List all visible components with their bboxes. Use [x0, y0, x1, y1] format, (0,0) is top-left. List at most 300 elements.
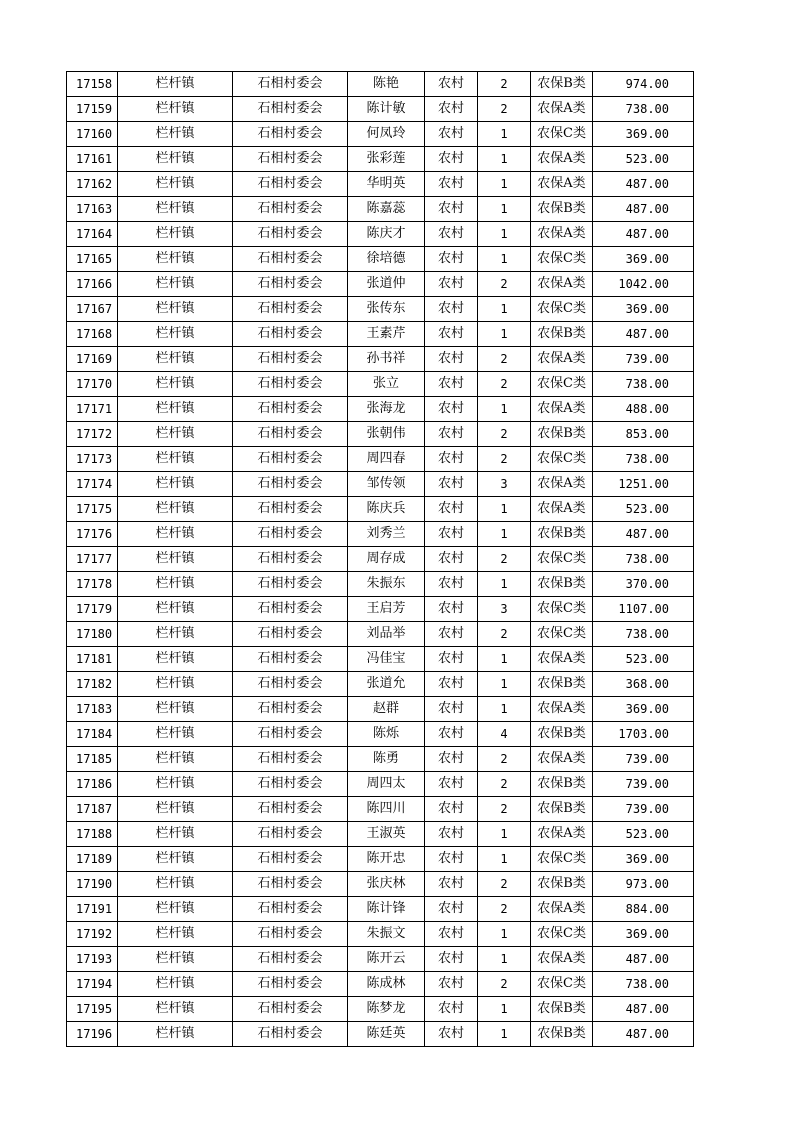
record-id-cell: 17191	[67, 897, 118, 922]
member-count-cell: 2	[478, 447, 531, 472]
town-cell: 栏杆镇	[118, 772, 233, 797]
member-count-cell: 2	[478, 422, 531, 447]
person-name-cell: 周四春	[348, 447, 425, 472]
member-count-cell: 2	[478, 72, 531, 97]
committee-cell: 石相村委会	[233, 947, 348, 972]
insurance-type-cell: 农保A类	[531, 647, 593, 672]
amount-cell: 488.00	[593, 397, 694, 422]
town-cell: 栏杆镇	[118, 547, 233, 572]
area-type-cell: 农村	[425, 797, 478, 822]
person-name-cell: 张海龙	[348, 397, 425, 422]
member-count-cell: 2	[478, 772, 531, 797]
table-row	[67, 972, 694, 997]
record-id-cell: 17163	[67, 197, 118, 222]
table-row	[67, 147, 694, 172]
area-type-cell: 农村	[425, 197, 478, 222]
committee-cell: 石相村委会	[233, 622, 348, 647]
area-type-cell: 农村	[425, 572, 478, 597]
committee-cell: 石相村委会	[233, 847, 348, 872]
member-count-cell: 1	[478, 147, 531, 172]
town-cell: 栏杆镇	[118, 222, 233, 247]
committee-cell: 石相村委会	[233, 397, 348, 422]
record-id-cell: 17178	[67, 572, 118, 597]
record-id-cell: 17186	[67, 772, 118, 797]
table-body	[67, 72, 694, 1047]
table-row	[67, 72, 694, 97]
committee-cell: 石相村委会	[233, 997, 348, 1022]
insurance-type-cell: 农保A类	[531, 947, 593, 972]
insurance-type-cell: 农保A类	[531, 222, 593, 247]
town-cell: 栏杆镇	[118, 497, 233, 522]
insurance-type-cell: 农保C类	[531, 247, 593, 272]
insurance-type-cell: 农保B类	[531, 197, 593, 222]
insurance-type-cell: 农保C类	[531, 372, 593, 397]
person-name-cell: 陈开忠	[348, 847, 425, 872]
area-type-cell: 农村	[425, 247, 478, 272]
amount-cell: 523.00	[593, 822, 694, 847]
town-cell: 栏杆镇	[118, 197, 233, 222]
amount-cell: 487.00	[593, 522, 694, 547]
area-type-cell: 农村	[425, 122, 478, 147]
insurance-type-cell: 农保C类	[531, 622, 593, 647]
member-count-cell: 1	[478, 322, 531, 347]
area-type-cell: 农村	[425, 522, 478, 547]
member-count-cell: 4	[478, 722, 531, 747]
town-cell: 栏杆镇	[118, 672, 233, 697]
town-cell: 栏杆镇	[118, 997, 233, 1022]
person-name-cell: 王淑英	[348, 822, 425, 847]
town-cell: 栏杆镇	[118, 697, 233, 722]
amount-cell: 523.00	[593, 497, 694, 522]
insurance-type-cell: 农保A类	[531, 697, 593, 722]
record-id-cell: 17187	[67, 797, 118, 822]
record-id-cell: 17179	[67, 597, 118, 622]
person-name-cell: 孙书祥	[348, 347, 425, 372]
area-type-cell: 农村	[425, 222, 478, 247]
member-count-cell: 1	[478, 172, 531, 197]
area-type-cell: 农村	[425, 647, 478, 672]
amount-cell: 853.00	[593, 422, 694, 447]
member-count-cell: 1	[478, 697, 531, 722]
town-cell: 栏杆镇	[118, 722, 233, 747]
committee-cell: 石相村委会	[233, 572, 348, 597]
amount-cell: 369.00	[593, 697, 694, 722]
amount-cell: 369.00	[593, 247, 694, 272]
amount-cell: 738.00	[593, 972, 694, 997]
town-cell: 栏杆镇	[118, 172, 233, 197]
member-count-cell: 1	[478, 122, 531, 147]
insurance-type-cell: 农保C类	[531, 547, 593, 572]
area-type-cell: 农村	[425, 972, 478, 997]
town-cell: 栏杆镇	[118, 122, 233, 147]
record-id-cell: 17174	[67, 472, 118, 497]
insurance-type-cell: 农保A类	[531, 397, 593, 422]
person-name-cell: 张道仲	[348, 272, 425, 297]
area-type-cell: 农村	[425, 872, 478, 897]
area-type-cell: 农村	[425, 97, 478, 122]
insurance-type-cell: 农保B类	[531, 672, 593, 697]
person-name-cell: 何凤玲	[348, 122, 425, 147]
amount-cell: 1042.00	[593, 272, 694, 297]
insurance-type-cell: 农保A类	[531, 147, 593, 172]
table-row	[67, 622, 694, 647]
person-name-cell: 陈计敏	[348, 97, 425, 122]
amount-cell: 369.00	[593, 122, 694, 147]
town-cell: 栏杆镇	[118, 422, 233, 447]
amount-cell: 369.00	[593, 847, 694, 872]
person-name-cell: 刘秀兰	[348, 522, 425, 547]
record-id-cell: 17168	[67, 322, 118, 347]
amount-cell: 487.00	[593, 1022, 694, 1047]
table-row	[67, 322, 694, 347]
area-type-cell: 农村	[425, 322, 478, 347]
person-name-cell: 陈四川	[348, 797, 425, 822]
record-id-cell: 17175	[67, 497, 118, 522]
town-cell: 栏杆镇	[118, 797, 233, 822]
insurance-type-cell: 农保B类	[531, 572, 593, 597]
table-row	[67, 847, 694, 872]
table-row	[67, 647, 694, 672]
town-cell: 栏杆镇	[118, 247, 233, 272]
person-name-cell: 陈嘉蕊	[348, 197, 425, 222]
committee-cell: 石相村委会	[233, 697, 348, 722]
town-cell: 栏杆镇	[118, 1022, 233, 1047]
insurance-type-cell: 农保C类	[531, 447, 593, 472]
town-cell: 栏杆镇	[118, 447, 233, 472]
area-type-cell: 农村	[425, 922, 478, 947]
person-name-cell: 华明英	[348, 172, 425, 197]
amount-cell: 487.00	[593, 197, 694, 222]
amount-cell: 738.00	[593, 372, 694, 397]
table-row	[67, 122, 694, 147]
record-id-cell: 17194	[67, 972, 118, 997]
record-id-cell: 17190	[67, 872, 118, 897]
town-cell: 栏杆镇	[118, 597, 233, 622]
town-cell: 栏杆镇	[118, 147, 233, 172]
member-count-cell: 2	[478, 872, 531, 897]
member-count-cell: 2	[478, 897, 531, 922]
amount-cell: 738.00	[593, 447, 694, 472]
person-name-cell: 张朝伟	[348, 422, 425, 447]
committee-cell: 石相村委会	[233, 297, 348, 322]
table-row	[67, 197, 694, 222]
table-row	[67, 172, 694, 197]
insurance-type-cell: 农保C类	[531, 972, 593, 997]
record-id-cell: 17193	[67, 947, 118, 972]
insurance-type-cell: 农保C类	[531, 122, 593, 147]
committee-cell: 石相村委会	[233, 497, 348, 522]
record-id-cell: 17176	[67, 522, 118, 547]
committee-cell: 石相村委会	[233, 522, 348, 547]
town-cell: 栏杆镇	[118, 372, 233, 397]
person-name-cell: 朱振东	[348, 572, 425, 597]
insurance-type-cell: 农保A类	[531, 472, 593, 497]
insurance-type-cell: 农保B类	[531, 422, 593, 447]
record-id-cell: 17167	[67, 297, 118, 322]
area-type-cell: 农村	[425, 622, 478, 647]
member-count-cell: 1	[478, 497, 531, 522]
table-row	[67, 372, 694, 397]
amount-cell: 739.00	[593, 747, 694, 772]
amount-cell: 973.00	[593, 872, 694, 897]
table-row	[67, 347, 694, 372]
person-name-cell: 陈烁	[348, 722, 425, 747]
committee-cell: 石相村委会	[233, 322, 348, 347]
insurance-type-cell: 农保B类	[531, 322, 593, 347]
member-count-cell: 1	[478, 947, 531, 972]
person-name-cell: 周四太	[348, 772, 425, 797]
table-row	[67, 897, 694, 922]
amount-cell: 1251.00	[593, 472, 694, 497]
member-count-cell: 3	[478, 472, 531, 497]
committee-cell: 石相村委会	[233, 222, 348, 247]
person-name-cell: 陈庆兵	[348, 497, 425, 522]
area-type-cell: 农村	[425, 1022, 478, 1047]
table-row	[67, 397, 694, 422]
member-count-cell: 2	[478, 972, 531, 997]
member-count-cell: 1	[478, 222, 531, 247]
amount-cell: 1107.00	[593, 597, 694, 622]
area-type-cell: 农村	[425, 422, 478, 447]
table-row	[67, 97, 694, 122]
record-id-cell: 17172	[67, 422, 118, 447]
area-type-cell: 农村	[425, 72, 478, 97]
committee-cell: 石相村委会	[233, 647, 348, 672]
committee-cell: 石相村委会	[233, 972, 348, 997]
table-row	[67, 797, 694, 822]
committee-cell: 石相村委会	[233, 447, 348, 472]
table-row	[67, 822, 694, 847]
record-id-cell: 17188	[67, 822, 118, 847]
member-count-cell: 2	[478, 272, 531, 297]
person-name-cell: 陈计锋	[348, 897, 425, 922]
person-name-cell: 王素芹	[348, 322, 425, 347]
table-row	[67, 572, 694, 597]
table-row	[67, 947, 694, 972]
committee-cell: 石相村委会	[233, 72, 348, 97]
town-cell: 栏杆镇	[118, 297, 233, 322]
table-row	[67, 997, 694, 1022]
table-row	[67, 472, 694, 497]
town-cell: 栏杆镇	[118, 72, 233, 97]
person-name-cell: 陈廷英	[348, 1022, 425, 1047]
area-type-cell: 农村	[425, 547, 478, 572]
table-row	[67, 522, 694, 547]
member-count-cell: 1	[478, 822, 531, 847]
committee-cell: 石相村委会	[233, 772, 348, 797]
member-count-cell: 1	[478, 397, 531, 422]
insurance-type-cell: 农保B类	[531, 72, 593, 97]
member-count-cell: 1	[478, 647, 531, 672]
amount-cell: 974.00	[593, 72, 694, 97]
town-cell: 栏杆镇	[118, 272, 233, 297]
person-name-cell: 陈艳	[348, 72, 425, 97]
table-row	[67, 447, 694, 472]
table-row	[67, 297, 694, 322]
committee-cell: 石相村委会	[233, 797, 348, 822]
table-row	[67, 697, 694, 722]
record-id-cell: 17177	[67, 547, 118, 572]
amount-cell: 369.00	[593, 922, 694, 947]
committee-cell: 石相村委会	[233, 172, 348, 197]
person-name-cell: 陈开云	[348, 947, 425, 972]
record-id-cell: 17165	[67, 247, 118, 272]
record-id-cell: 17169	[67, 347, 118, 372]
amount-cell: 738.00	[593, 622, 694, 647]
record-id-cell: 17195	[67, 997, 118, 1022]
town-cell: 栏杆镇	[118, 622, 233, 647]
area-type-cell: 农村	[425, 822, 478, 847]
area-type-cell: 农村	[425, 272, 478, 297]
area-type-cell: 农村	[425, 172, 478, 197]
insurance-type-cell: 农保B类	[531, 797, 593, 822]
member-count-cell: 1	[478, 672, 531, 697]
person-name-cell: 陈成林	[348, 972, 425, 997]
committee-cell: 石相村委会	[233, 722, 348, 747]
member-count-cell: 1	[478, 522, 531, 547]
person-name-cell: 邹传领	[348, 472, 425, 497]
area-type-cell: 农村	[425, 347, 478, 372]
amount-cell: 368.00	[593, 672, 694, 697]
table-row	[67, 247, 694, 272]
insurance-type-cell: 农保A类	[531, 497, 593, 522]
area-type-cell: 农村	[425, 597, 478, 622]
person-name-cell: 陈勇	[348, 747, 425, 772]
committee-cell: 石相村委会	[233, 547, 348, 572]
member-count-cell: 2	[478, 347, 531, 372]
record-id-cell: 17183	[67, 697, 118, 722]
amount-cell: 739.00	[593, 772, 694, 797]
committee-cell: 石相村委会	[233, 422, 348, 447]
town-cell: 栏杆镇	[118, 397, 233, 422]
amount-cell: 487.00	[593, 947, 694, 972]
table-row	[67, 547, 694, 572]
person-name-cell: 周存成	[348, 547, 425, 572]
table-row	[67, 672, 694, 697]
area-type-cell: 农村	[425, 697, 478, 722]
amount-cell: 739.00	[593, 797, 694, 822]
area-type-cell: 农村	[425, 147, 478, 172]
person-name-cell: 张立	[348, 372, 425, 397]
committee-cell: 石相村委会	[233, 247, 348, 272]
person-name-cell: 徐培德	[348, 247, 425, 272]
person-name-cell: 王启芳	[348, 597, 425, 622]
record-id-cell: 17170	[67, 372, 118, 397]
insurance-type-cell: 农保A类	[531, 897, 593, 922]
amount-cell: 1703.00	[593, 722, 694, 747]
town-cell: 栏杆镇	[118, 947, 233, 972]
insurance-type-cell: 农保B类	[531, 872, 593, 897]
amount-cell: 884.00	[593, 897, 694, 922]
area-type-cell: 农村	[425, 297, 478, 322]
member-count-cell: 3	[478, 597, 531, 622]
person-name-cell: 张传东	[348, 297, 425, 322]
member-count-cell: 2	[478, 797, 531, 822]
person-name-cell: 张道允	[348, 672, 425, 697]
area-type-cell: 农村	[425, 847, 478, 872]
record-id-cell: 17171	[67, 397, 118, 422]
amount-cell: 738.00	[593, 547, 694, 572]
member-count-cell: 1	[478, 572, 531, 597]
record-id-cell: 17180	[67, 622, 118, 647]
table-row	[67, 272, 694, 297]
town-cell: 栏杆镇	[118, 922, 233, 947]
town-cell: 栏杆镇	[118, 347, 233, 372]
member-count-cell: 2	[478, 97, 531, 122]
table-row	[67, 597, 694, 622]
town-cell: 栏杆镇	[118, 522, 233, 547]
town-cell: 栏杆镇	[118, 322, 233, 347]
person-name-cell: 陈庆才	[348, 222, 425, 247]
record-id-cell: 17192	[67, 922, 118, 947]
committee-cell: 石相村委会	[233, 897, 348, 922]
area-type-cell: 农村	[425, 672, 478, 697]
person-name-cell: 朱振文	[348, 922, 425, 947]
table-row	[67, 497, 694, 522]
member-count-cell: 1	[478, 997, 531, 1022]
record-id-cell: 17161	[67, 147, 118, 172]
record-id-cell: 17158	[67, 72, 118, 97]
person-name-cell: 张彩莲	[348, 147, 425, 172]
record-id-cell: 17181	[67, 647, 118, 672]
member-count-cell: 1	[478, 247, 531, 272]
table-row	[67, 1022, 694, 1047]
amount-cell: 487.00	[593, 322, 694, 347]
table-row	[67, 722, 694, 747]
member-count-cell: 1	[478, 847, 531, 872]
insurance-type-cell: 农保B类	[531, 997, 593, 1022]
record-id-cell: 17173	[67, 447, 118, 472]
town-cell: 栏杆镇	[118, 822, 233, 847]
amount-cell: 523.00	[593, 647, 694, 672]
committee-cell: 石相村委会	[233, 147, 348, 172]
insurance-type-cell: 农保C类	[531, 597, 593, 622]
committee-cell: 石相村委会	[233, 347, 348, 372]
table-row	[67, 772, 694, 797]
member-count-cell: 1	[478, 1022, 531, 1047]
member-count-cell: 1	[478, 297, 531, 322]
record-id-cell: 17162	[67, 172, 118, 197]
amount-cell: 738.00	[593, 97, 694, 122]
table-row	[67, 222, 694, 247]
committee-cell: 石相村委会	[233, 1022, 348, 1047]
town-cell: 栏杆镇	[118, 97, 233, 122]
town-cell: 栏杆镇	[118, 647, 233, 672]
committee-cell: 石相村委会	[233, 272, 348, 297]
committee-cell: 石相村委会	[233, 747, 348, 772]
committee-cell: 石相村委会	[233, 822, 348, 847]
area-type-cell: 农村	[425, 372, 478, 397]
area-type-cell: 农村	[425, 722, 478, 747]
amount-cell: 369.00	[593, 297, 694, 322]
town-cell: 栏杆镇	[118, 572, 233, 597]
insurance-type-cell: 农保C类	[531, 922, 593, 947]
amount-cell: 523.00	[593, 147, 694, 172]
area-type-cell: 农村	[425, 997, 478, 1022]
committee-cell: 石相村委会	[233, 472, 348, 497]
member-count-cell: 2	[478, 547, 531, 572]
town-cell: 栏杆镇	[118, 847, 233, 872]
record-id-cell: 17160	[67, 122, 118, 147]
insurance-type-cell: 农保B类	[531, 522, 593, 547]
record-id-cell: 17196	[67, 1022, 118, 1047]
insurance-type-cell: 农保A类	[531, 172, 593, 197]
insurance-type-cell: 农保A类	[531, 347, 593, 372]
record-id-cell: 17164	[67, 222, 118, 247]
member-count-cell: 2	[478, 372, 531, 397]
area-type-cell: 农村	[425, 747, 478, 772]
amount-cell: 370.00	[593, 572, 694, 597]
